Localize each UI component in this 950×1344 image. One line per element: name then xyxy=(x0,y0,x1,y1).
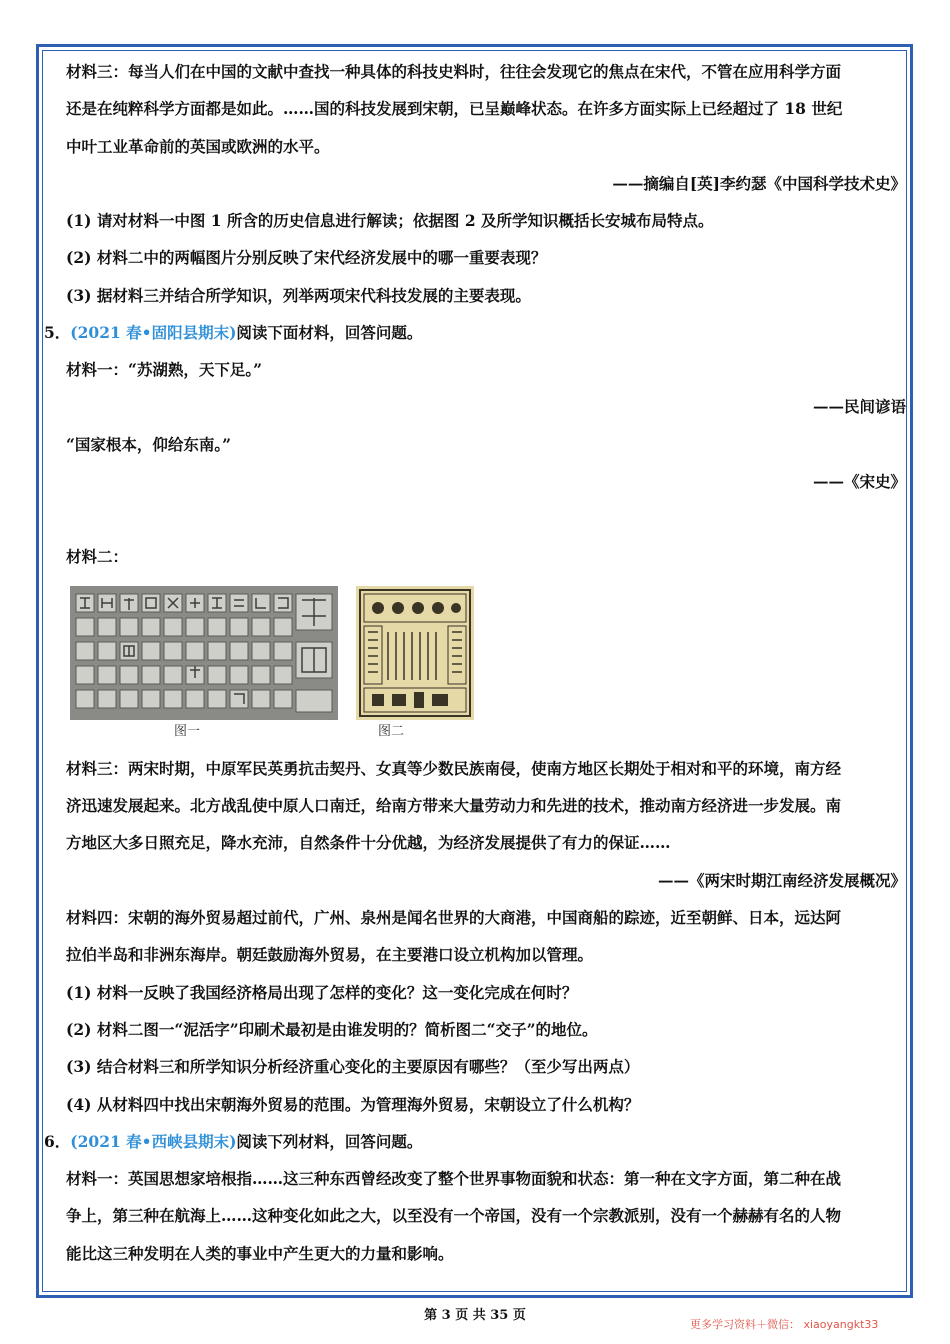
question-5-number: 5． xyxy=(44,323,71,342)
q5-material3-source: ——《两宋时期江南经济发展概况》 xyxy=(657,871,906,890)
q5-material3-line2: 济迅速发展起来。北方战乱使中原人口南迁，给南方带来大量劳动力和先进的技术，推动南方经济进一步发展。南 xyxy=(66,796,842,815)
q5-sub3: (3) 结合材料三和所学知识分析经济重心变化的主要原因有哪些？（至少写出两点） xyxy=(66,1057,640,1076)
jiaozi-banknote-image xyxy=(356,586,474,720)
q5-sub2: (2) 材料二图一“泥活字”印刷术最初是由谁发明的？简析图二“交子”的地位。 xyxy=(66,1020,598,1039)
promo-watermark-text: 更多学习资料＋微信： xiaoyangkt33 xyxy=(690,1318,879,1331)
question-6-source-tag[interactable]: (2021 春•西峡县期末) xyxy=(70,1132,237,1151)
figure1-label: 图一 xyxy=(174,724,201,739)
q4-sub2: (2) 材料二中的两幅图片分别反映了宋代经济发展中的哪一重要表现？ xyxy=(66,248,547,267)
q6-material1-line1: 材料一：英国思想家培根指……这三种东西曾经改变了整个世界事物面貌和状态：第一种在文字方面，第二种在战 xyxy=(66,1169,842,1188)
question-5-source-tag[interactable]: (2021 春•固阳县期末) xyxy=(70,323,237,342)
q6-material1-line3: 能比这三种发明在人类的事业中产生更大的力量和影响。 xyxy=(66,1244,454,1263)
q5-material4-line2: 拉伯半岛和非洲东海岸。朝廷鼓励海外贸易，在主要港口设立机构加以管理。 xyxy=(66,945,594,964)
question-5-intro: 阅读下面材料，回答问题。 xyxy=(236,323,423,342)
q5-material4-line1: 材料四：宋朝的海外贸易超过前代，广州、泉州是闻名世界的大商港，中国商船的踪迹，近至朝鲜、日本，远达阿 xyxy=(66,908,842,927)
material3-source: ——摘编自[英]李约瑟《中国科学技术史》 xyxy=(612,174,906,193)
q5-material1-source: ——民间谚语 xyxy=(812,397,906,416)
q5-material3-line3: 方地区大多日照充足，降水充沛，自然条件十分优越，为经济发展提供了有力的保证…… xyxy=(66,833,671,852)
question-6-header xyxy=(44,1132,422,1152)
material3-line3: 中叶工业革命前的英国或欧洲的水平。 xyxy=(66,137,330,156)
question-6-intro: 阅读下列材料，回答问题。 xyxy=(236,1132,423,1151)
page-number-footer: 第 3 页 共 35 页 xyxy=(424,1308,526,1323)
q5-sub1: (1) 材料一反映了我国经济格局出现了怎样的变化？这一变化完成在何时？ xyxy=(66,983,578,1002)
figure2-label: 图二 xyxy=(378,724,405,739)
q5-material1: 材料一：“苏湖熟，天下足。” xyxy=(66,360,263,379)
q5-material3-line1: 材料三：两宋时期，中原军民英勇抗击契丹、女真等少数民族南侵，使南方地区长期处于相对和平的环境，南方经 xyxy=(66,759,842,778)
q5-material2-label: 材料二： xyxy=(66,547,129,566)
q6-material1-line2: 争上，第三种在航海上……这种变化如此之大，以至没有一个帝国，没有一个宗教派别，没有一个赫赫有名的人物 xyxy=(66,1206,842,1225)
question-6-number: 6． xyxy=(44,1132,71,1151)
material3-line2: 还是在纯粹科学方面都是如此。……国的科技发展到宋朝，已呈巅峰状态。在许多方面实际上已经超过了 18 世纪 xyxy=(66,99,843,118)
q5-quote2: “国家根本，仰给东南。” xyxy=(66,435,232,454)
clay-type-image xyxy=(70,586,338,720)
question-5-header xyxy=(44,323,422,343)
q5-quote2-source: ——《宋史》 xyxy=(812,472,906,491)
q5-sub4: (4) 从材料四中找出宋朝海外贸易的范围。为管理海外贸易，宋朝设立了什么机构？ xyxy=(66,1095,640,1114)
q4-sub1: (1) 请对材料一中图 1 所含的历史信息进行解读；依据图 2 及所学知识概括长安城布局特点。 xyxy=(66,211,714,230)
q4-sub3: (3) 据材料三并结合所学知识，列举两项宋代科技发展的主要表现。 xyxy=(66,286,531,305)
material3-line1: 材料三：每当人们在中国的文献中查找一种具体的科技史料时，往往会发现它的焦点在宋代，不管在应用科学方面 xyxy=(66,62,842,81)
